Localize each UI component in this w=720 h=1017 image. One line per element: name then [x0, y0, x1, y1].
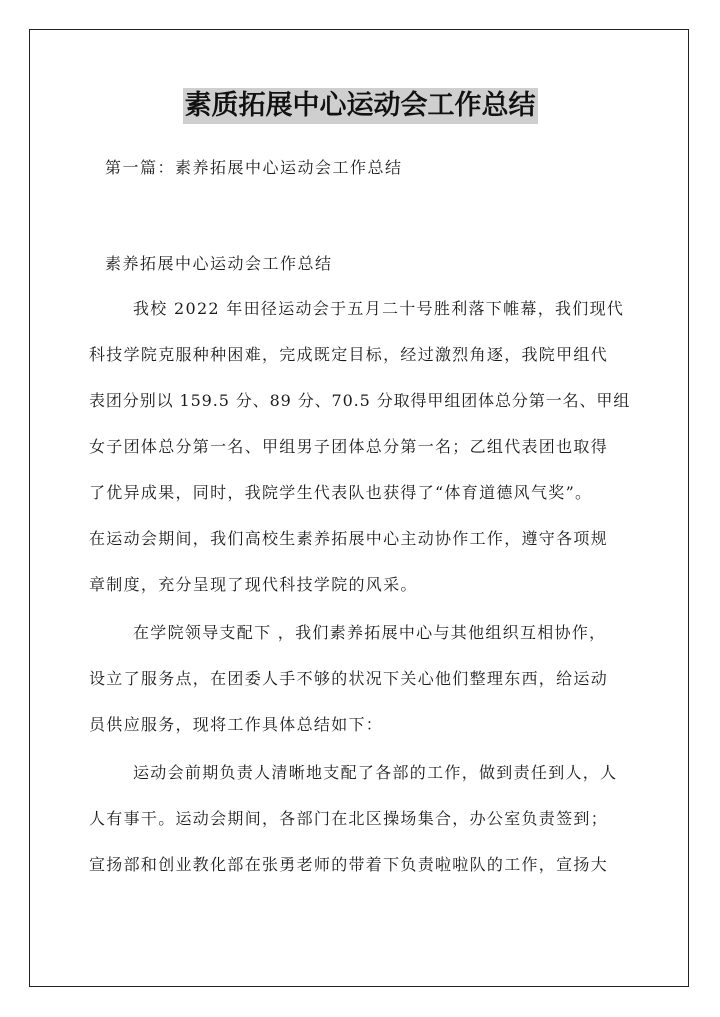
- paragraph-1-line-2: 科技学院克服种种困难，完成既定目标，经过激烈角逐，我院甲组代: [89, 345, 609, 364]
- paragraph-3-line-2: 人有事干。运动会期间，各部门在北区操场集合，办公室负责签到；: [89, 809, 609, 828]
- title-container: [0, 88, 720, 124]
- paragraph-1-line-4: 女子团体总分第一名、甲组男子团体总分第一名；乙组代表团也取得: [89, 437, 609, 456]
- paragraph-2-line-1: 在学院领导支配下 ，我们素养拓展中心与其他组织互相协作，: [133, 623, 607, 642]
- paragraph-1-line-7: 章制度，充分呈现了现代科技学院的风采。: [89, 575, 418, 594]
- document-title: 素质拓展中心运动会工作总结: [183, 88, 538, 124]
- paragraph-1-line-6: 在运动会期间，我们高校生素养拓展中心主动协作工作，遵守各项规: [89, 529, 609, 548]
- paragraph-2-line-2: 设立了服务点，在团委人手不够的状况下关心他们整理东西，给运动: [89, 669, 609, 688]
- paragraph-2-line-3: 员供应服务，现将工作具体总结如下：: [89, 715, 384, 734]
- paragraph-1-line-5: 了优异成果，同时，我院学生代表队也获得了“体育道德风气奖”。: [89, 483, 593, 502]
- chapter-subheading: 第一篇：素养拓展中心运动会工作总结: [105, 158, 403, 177]
- paragraph-3-line-1: 运动会前期负责人清晰地支配了各部的工作，做到责任到人，人: [133, 763, 618, 782]
- paragraph-1-line-3: 表团分别以 159.5 分、89 分、70.5 分取得甲组团体总分第一名、甲组: [89, 391, 631, 410]
- paragraph-1-line-1: 我校 2022 年田径运动会于五月二十号胜利落下帷幕，我们现代: [133, 299, 625, 318]
- section-title: 素养拓展中心运动会工作总结: [105, 254, 333, 273]
- paragraph-3-line-3: 宣扬部和创业教化部在张勇老师的带着下负责啦啦队的工作，宣扬大: [89, 855, 609, 874]
